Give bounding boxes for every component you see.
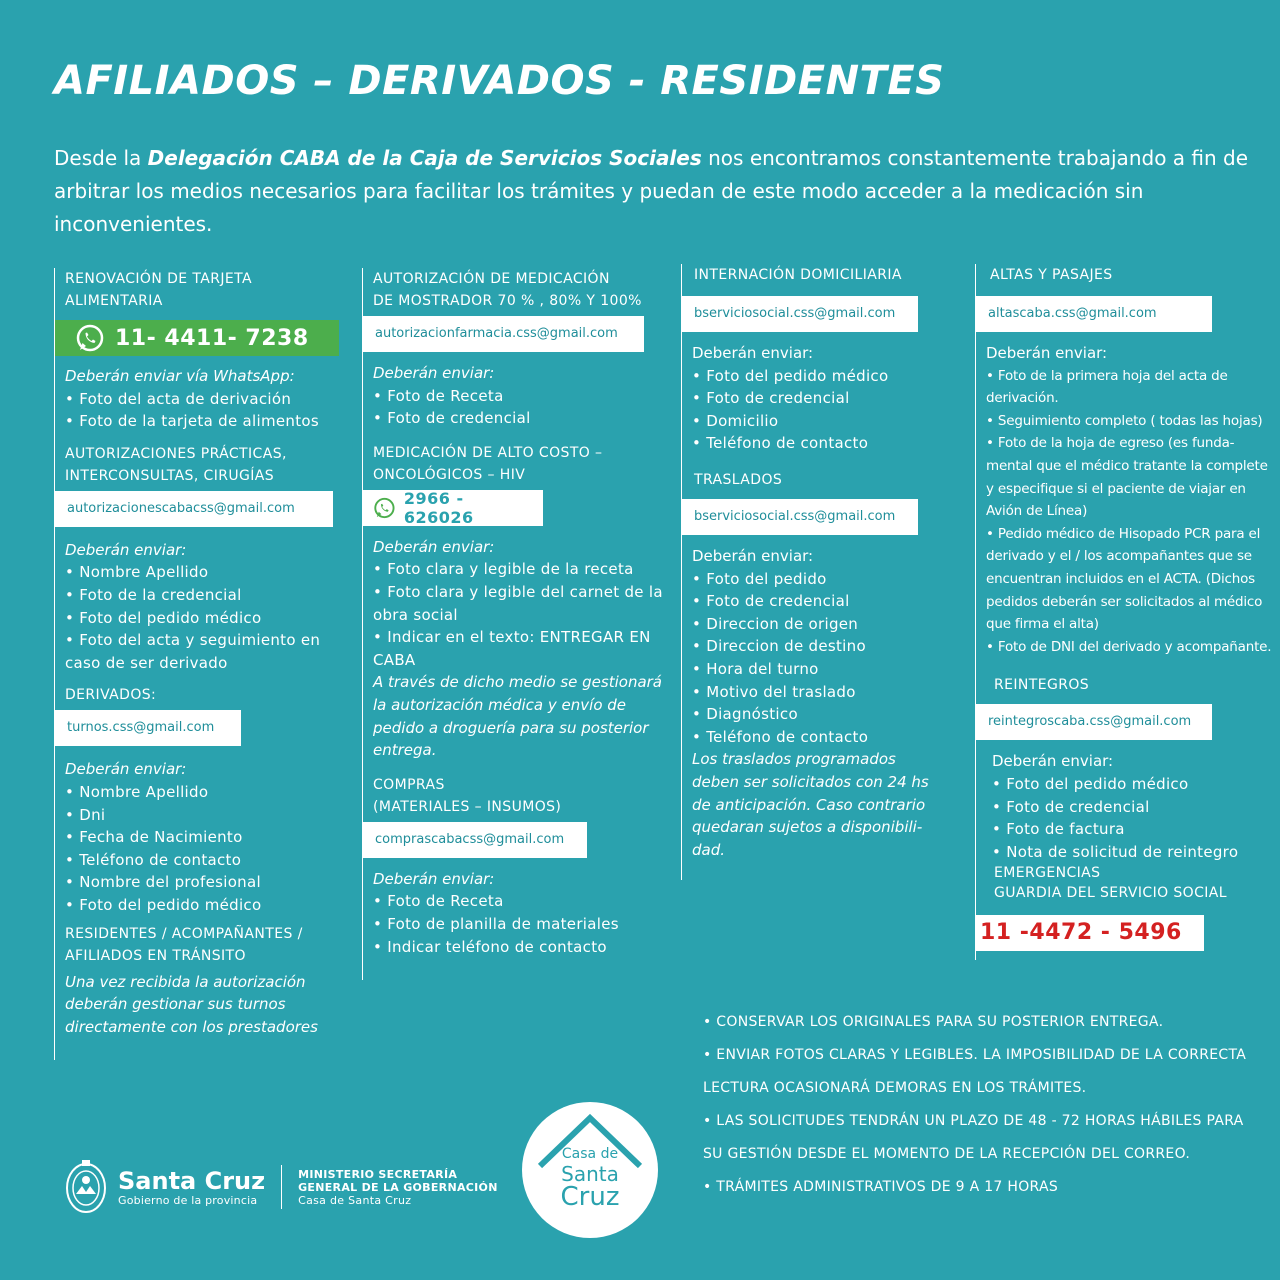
list-item: • Teléfono de contacto [692, 726, 963, 749]
list-item: • Foto de credencial [692, 590, 963, 613]
note-item: • CONSERVAR LOS ORIGINALES PARA SU POSTERIOR ENTREGA. [703, 1014, 1164, 1030]
renovacion-list [65, 388, 350, 433]
divider [281, 1165, 282, 1209]
list-item: • Foto de factura [992, 818, 1275, 841]
heading-line: (MATERIALES – INSUMOS) [373, 798, 562, 815]
renovacion-phone: 11- 4411- 7238 [115, 325, 309, 351]
list-item: • Foto de credencial [373, 407, 676, 430]
note-item: • ENVIAR FOTOS CLARAS Y LEGIBLES. LA IMPOSIBILIDAD DE LA CORRECTA LECTURA OCASIONARÁ DEMORAS EN LOS TRÁMITES. [703, 1047, 1247, 1096]
note-item: • LAS SOLICITUDES TENDRÁN UN PLAZO DE 48 - 72 HORAS HÁBILES PARA SU GESTIÓN DESDE EL MOMENTO DE LA RECEPCIÓN DEL CORREO. [703, 1113, 1244, 1162]
list-item: • Foto clara y legible de la receta [373, 558, 676, 581]
internacion-email[interactable]: bserviciosocial.css@gmail.com [682, 296, 918, 332]
intro-paragraph [54, 142, 1264, 241]
santa-cruz-sub: Gobierno de la provincia [118, 1193, 258, 1207]
reintegros-label: Deberán enviar: [992, 752, 1114, 771]
casa-santa-cruz-logo [522, 1102, 658, 1238]
list-item: • Teléfono de contacto [65, 849, 350, 872]
list-item: • Teléfono de contacto [692, 432, 963, 455]
list-item: • Pedido médico de Hisopado PCR para el derivado y el / los acompañantes que se encuentran incluidos en el ACTA. (Dichos pedidos deberán ser solicitados al médico que firma el alta) [986, 523, 1275, 636]
derivados-label: Deberán enviar: [65, 760, 187, 779]
medicacion-heading [373, 268, 676, 312]
intro-bold: Delegación CABA de la Caja de Servicios Sociales [147, 146, 702, 170]
list-item: • Foto de Receta [373, 890, 676, 913]
traslados-label: Deberán enviar: [692, 546, 814, 565]
emergency-phone[interactable]: 11 -4472 - 5496 [976, 915, 1204, 951]
list-item: • Foto de la primera hoja del acta de derivación. [986, 365, 1275, 410]
column-renovacion [54, 268, 350, 1060]
renovacion-label: Deberán enviar vía WhatsApp: [65, 367, 295, 385]
alto-costo-phone-badge[interactable] [363, 490, 543, 526]
altas-email[interactable]: altascaba.css@gmail.com [976, 296, 1212, 332]
list-item: • Hora del turno [692, 658, 963, 681]
heading-line: AUTORIZACIONES PRÁCTICAS, [65, 445, 287, 462]
emergencias-heading [986, 863, 1275, 903]
alto-costo-phone: 2966 - 626026 [403, 488, 474, 527]
list-item: • Foto de credencial [992, 796, 1275, 819]
list-item: • Foto de DNI del derivado y acompañante. [986, 636, 1275, 659]
heading-line: AUTORIZACIÓN DE MEDICACIÓN [373, 271, 610, 287]
list-item: • Foto del pedido médico [992, 773, 1275, 796]
list-item: • Domicilio [692, 410, 963, 433]
derivados-list [65, 781, 350, 917]
whatsapp-icon [373, 496, 396, 520]
column-medicacion [362, 268, 676, 980]
alto-costo-note: A través de dicho medio se gestionará la autorización médica y envío de pedido a droguería para su posterior entrega. [373, 673, 662, 760]
list-item: • Fecha de Nacimiento [65, 826, 350, 849]
list-item: • Foto del pedido médico [692, 365, 963, 388]
medicacion-email[interactable]: autorizacionfarmacia.css@gmail.com [363, 316, 644, 352]
list-item: • Dni [65, 804, 350, 827]
casa-line-2: Santa [561, 1162, 619, 1186]
list-item: • Foto de credencial [692, 387, 963, 410]
autorizaciones-label: Deberán enviar: [65, 540, 187, 559]
list-item: • Nota de solicitud de reintegro [992, 841, 1275, 864]
whatsapp-phone-badge[interactable] [55, 320, 339, 356]
heading-line: AFILIADOS EN TRÁNSITO [65, 947, 246, 964]
casa-line-3: Cruz [560, 1182, 620, 1212]
autorizaciones-email[interactable]: autorizacionescabacss@gmail.com [55, 491, 333, 527]
list-item: • Nombre del profesional [65, 871, 350, 894]
column-internacion [681, 264, 963, 880]
ministerio-line: GENERAL DE LA GOBERNACIÓN [298, 1180, 498, 1194]
heading-line: GUARDIA DEL SERVICIO SOCIAL [994, 885, 1227, 902]
intro-pre: Desde la [54, 146, 148, 170]
santa-cruz-name: Santa Cruz [118, 1166, 266, 1195]
list-item: • Motivo del traslado [692, 681, 963, 704]
list-item: • Foto de planilla de materiales [373, 913, 676, 936]
alto-costo-list [373, 558, 676, 671]
ministerio-text [298, 1168, 498, 1207]
list-item: • Indicar teléfono de contacto [373, 936, 676, 959]
autorizaciones-list [65, 561, 350, 674]
alto-costo-heading [373, 442, 676, 486]
list-item: • Foto de la tarjeta de alimentos [65, 410, 350, 433]
ministerio-line: Casa de Santa Cruz [298, 1193, 412, 1207]
list-item: • Foto del acta y seguimiento en caso de ser derivado [65, 629, 350, 674]
reintegros-email[interactable]: reintegroscaba.css@gmail.com [976, 704, 1212, 740]
list-item: • Direccion de destino [692, 635, 963, 658]
altas-heading: ALTAS Y PASAJES [990, 267, 1113, 283]
medicacion-list [373, 385, 676, 430]
reintegros-heading: REINTEGROS [994, 677, 1090, 694]
internacion-list [692, 365, 963, 455]
column-altas [975, 264, 1275, 960]
compras-email[interactable]: comprascabacss@gmail.com [363, 822, 587, 858]
list-item: • Foto clara y legible del carnet de la obra social [373, 581, 676, 626]
autorizaciones-heading [65, 443, 350, 487]
note-item: • TRÁMITES ADMINISTRATIVOS DE 9 A 17 HORAS [703, 1179, 1059, 1195]
heading-line: RESIDENTES / ACOMPAÑANTES / [65, 925, 303, 942]
traslados-email[interactable]: bserviciosocial.css@gmail.com [682, 499, 918, 535]
traslados-list [692, 568, 963, 749]
ministerio-line: MINISTERIO SECRETARÍA [298, 1167, 458, 1181]
list-item: • Foto del pedido médico [65, 894, 350, 917]
compras-heading [373, 774, 676, 818]
list-item: • Foto de la hoja de egreso (es funda-mental que el médico tratante la complete y especifique si el paciente de viajar en Avión de Línea) [986, 432, 1275, 522]
heading-line: ONCOLÓGICOS – HIV [373, 466, 526, 483]
list-item: • Foto de Receta [373, 385, 676, 408]
list-item: • Foto del pedido médico [65, 607, 350, 630]
santa-cruz-logo [62, 1158, 498, 1216]
alto-costo-label: Deberán enviar: [373, 537, 495, 556]
heading-line: MEDICACIÓN DE ALTO COSTO – [373, 444, 603, 461]
altas-list [986, 365, 1275, 659]
provincial-shield-icon [62, 1158, 110, 1216]
medicacion-label: Deberán enviar: [373, 364, 495, 382]
heading-line: RENOVACIÓN DE TARJETA [65, 271, 252, 287]
heading-line: INTERCONSULTAS, CIRUGÍAS [65, 467, 275, 484]
list-item: • Foto del pedido [692, 568, 963, 591]
traslados-heading: TRASLADOS [694, 471, 783, 488]
heading-line: DE MOSTRADOR 70 % , 80% Y 100% [373, 293, 642, 309]
derivados-email[interactable]: turnos.css@gmail.com [55, 710, 241, 746]
derivados-heading: DERIVADOS: [65, 687, 157, 704]
compras-label: Deberán enviar: [373, 869, 495, 888]
intro-post: nos encontramos constantemente trabajando a fin de arbitrar los medios necesarios para facilitar los trámites y puedan de este modo acceder a la medicación sin inconvenientes. [54, 146, 1249, 236]
residentes-note: Una vez recibida la autorización deberán gestionar sus turnos directamente con los prestadores [65, 972, 318, 1036]
renovacion-heading [65, 268, 350, 312]
list-item: • Diagnóstico [692, 703, 963, 726]
internacion-heading: INTERNACIÓN DOMICILIARIA [694, 267, 902, 283]
list-item: • Nombre Apellido [65, 561, 350, 584]
list-item: • Foto de la credencial [65, 584, 350, 607]
list-item: • Indicar en el texto: ENTREGAR EN CABA [373, 626, 676, 671]
whatsapp-icon [75, 323, 105, 353]
casa-line-1: Casa de [561, 1146, 619, 1162]
list-item: • Foto del acta de derivación [65, 388, 350, 411]
traslados-note: Los traslados programados deben ser solicitados con 24 hs de anticipación. Caso contrario quedaran sujetos a disponibili-dad. [692, 750, 929, 859]
residentes-heading [65, 923, 350, 967]
list-item: • Seguimiento completo ( todas las hojas) [986, 410, 1275, 433]
heading-line: COMPRAS [373, 776, 445, 793]
compras-list [373, 890, 676, 958]
list-item: • Direccion de origen [692, 613, 963, 636]
internacion-label: Deberán enviar: [692, 344, 814, 362]
heading-line: EMERGENCIAS [994, 865, 1101, 882]
reintegros-list [986, 773, 1275, 863]
heading-line: ALIMENTARIA [65, 293, 163, 309]
list-item: • Nombre Apellido [65, 781, 350, 804]
important-notes [703, 1006, 1263, 1204]
altas-label: Deberán enviar: [986, 344, 1108, 362]
page-title: AFILIADOS – DERIVADOS - RESIDENTES [54, 58, 945, 104]
